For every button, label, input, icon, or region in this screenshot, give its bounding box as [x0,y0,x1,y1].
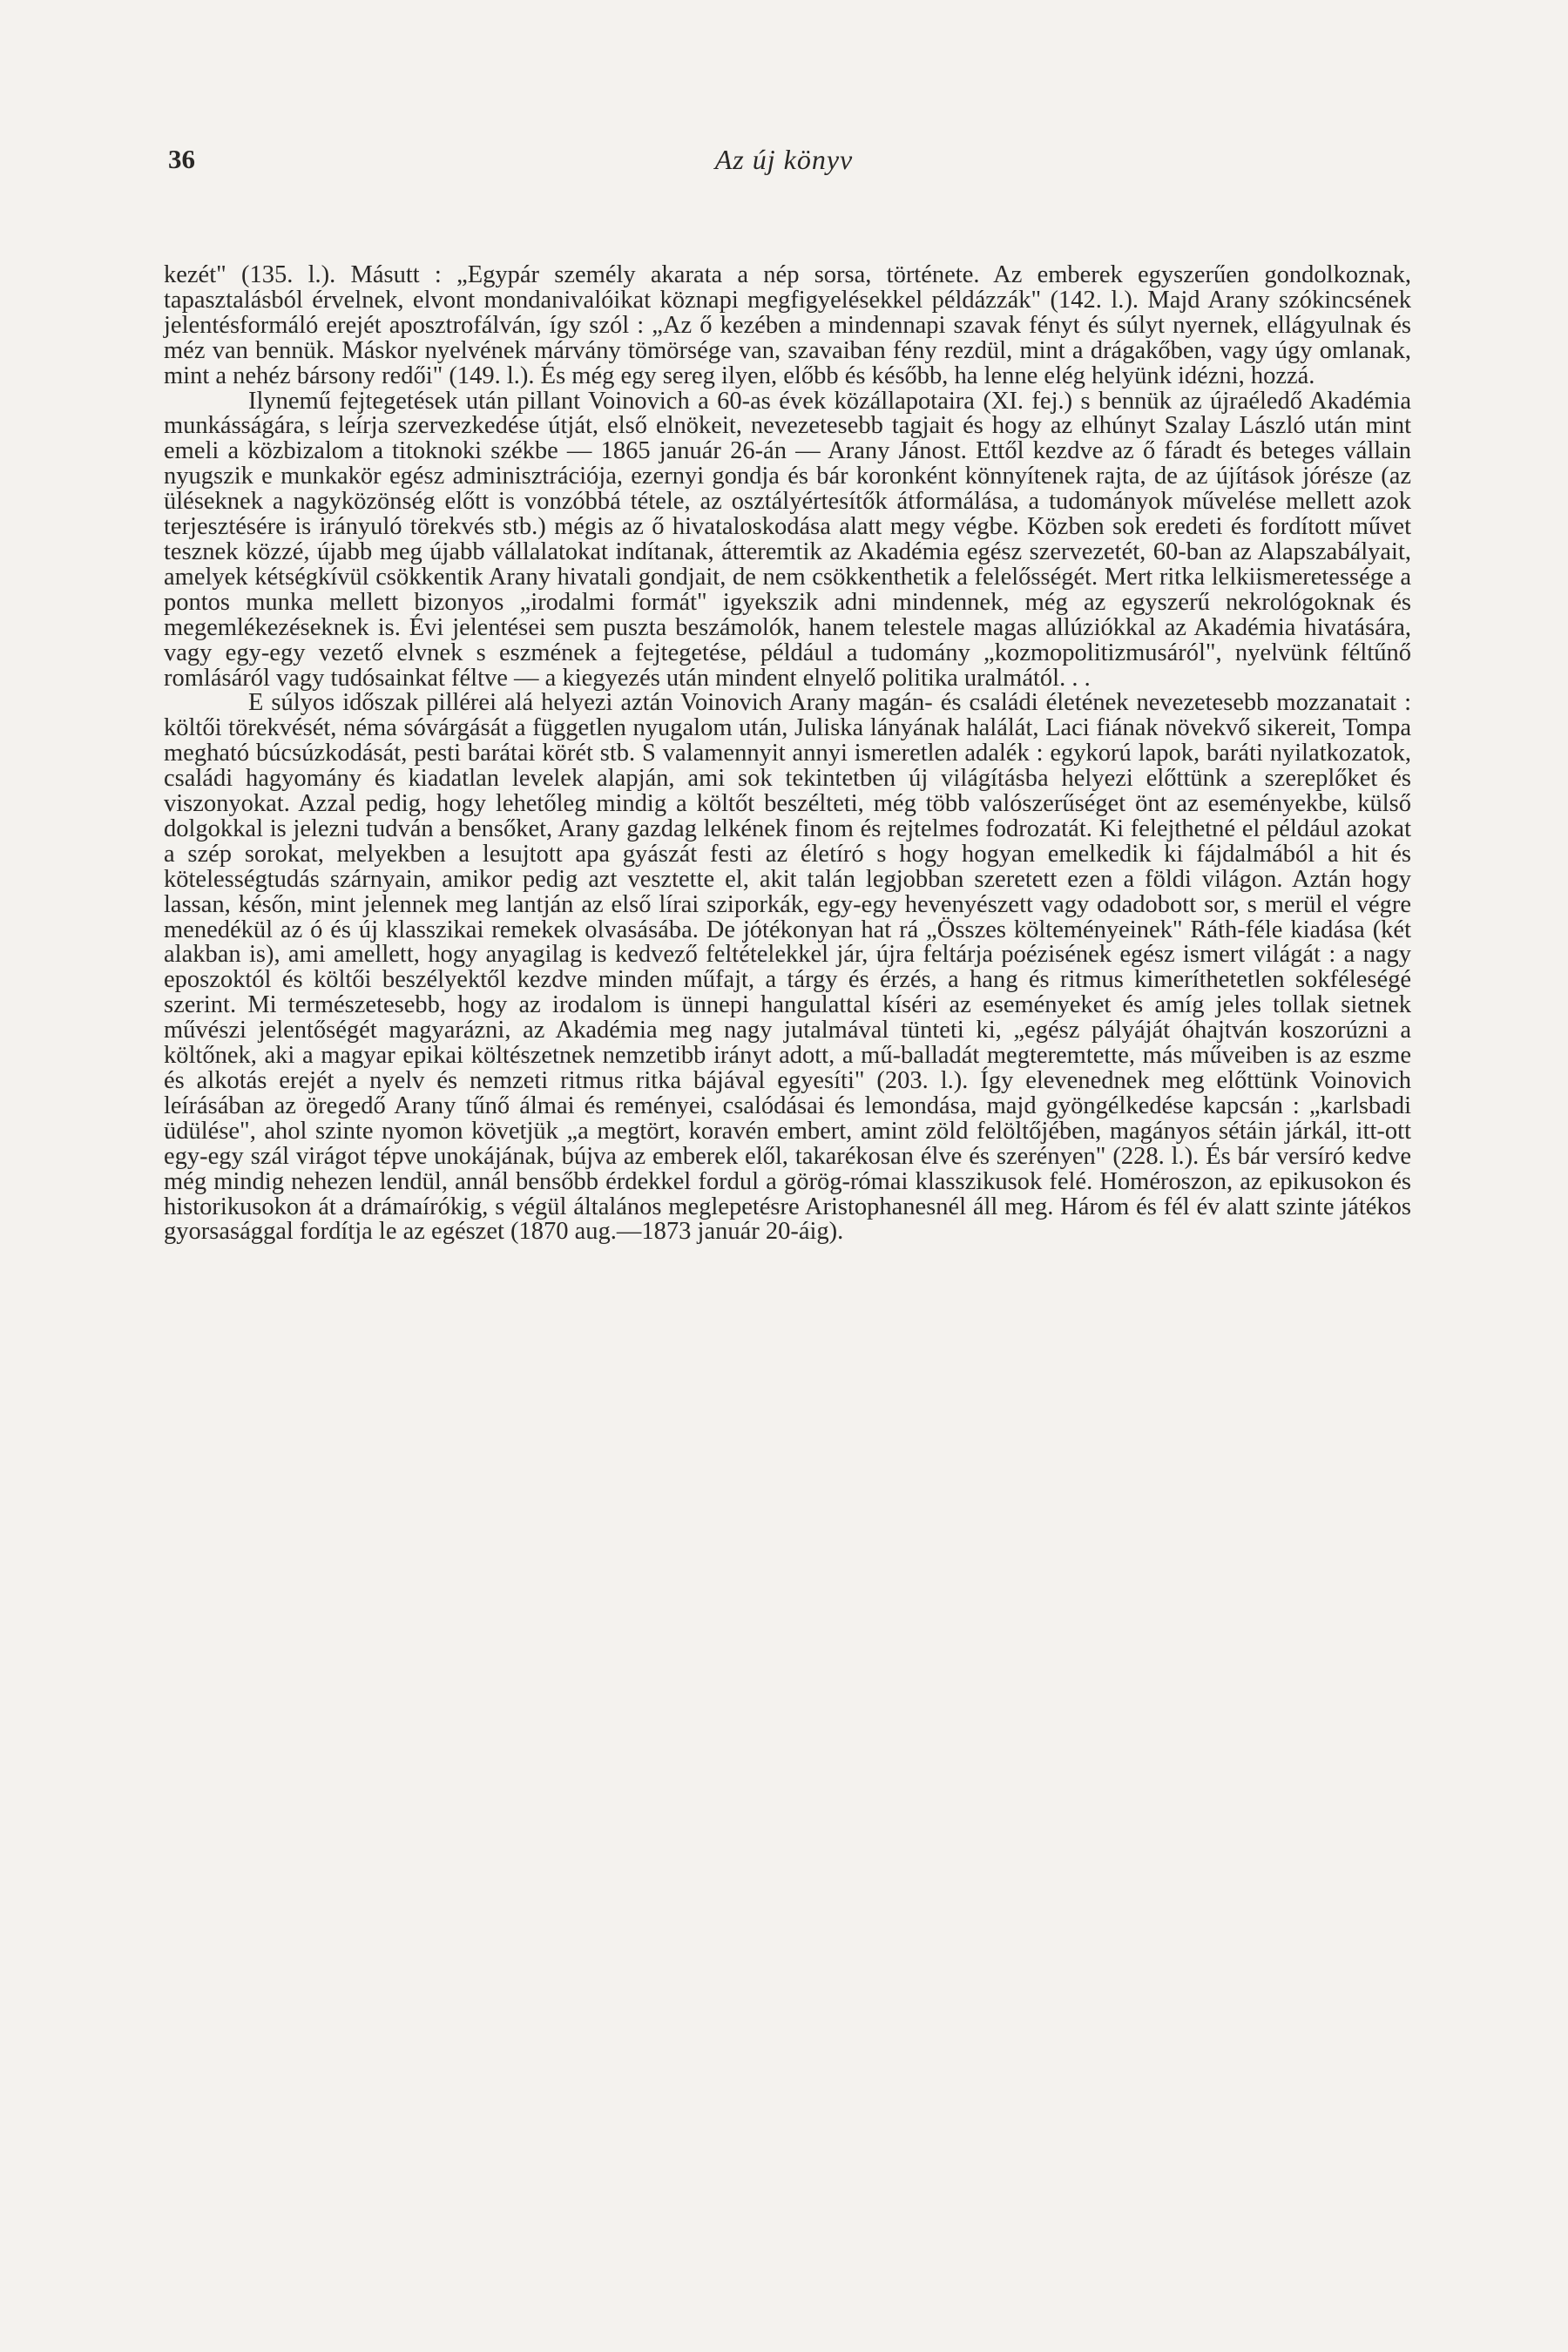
page-number: 36 [168,144,195,174]
paragraph-1: kezét" (135. l.). Másutt : „Egypár személy akarata a nép sorsa, története. Az emberek egyszerűen gondolkoznak, tapasztalásból érvelnek, elvont mondanivalóikat köznapi megfigyelésekkel példázzák" (142. l.). Majd Arany szókincsének jelentésformáló erejét aposztrofálván, így szól : „Az ő kezében a mindennapi szavak fényt és súlyt nyernek, ellágyulnak és méz van bennük. Máskor nyelvének márvány tömörsége van, szavaiban fény rezdül, mint a drágakőben, vagy úgy omlanak, mint a nehéz bársony redői" (149. l.). És még egy sereg ilyen, előbb és később, ha lenne elég helyünk idézni, hozzá. [164,261,1411,389]
page-header [0,144,1568,187]
paragraph-2: Ilynemű fejtegetések után pillant Voinovich a 60-as évek közállapotaira (XI. fej.) s bennük az újraéledő Akadémia munkásságára, s leírja szervezkedése útját, első elnökeit, nevezetesebb tagjait és hogy az elhúnyt Szalay László után mint emeli a közbizalom a titoknoki székbe — 1865 január 26-án — Arany Jánost. Ettől kezdve az ő fáradt és beteges vállain nyugszik e munkakör egész adminisztrációja, ezernyi gondja és bár koronként könnyítenek rajta, de az újítások jórésze (az üléseknek a nagyközönség előtt is vonzóbbá tétele, az osztályértesítők átformálása, a tudományok művelése mellett azok terjesztésére is irányuló törekvés stb.) mégis az ő hivataloskodása alatt megy végbe. Közben sok eredeti és fordított művet tesznek közzé, újabb meg újabb vállalatokat indítanak, átteremtik az Akadémia egész szervezetét, 60-ban az Alapszabályait, amelyek kétségkívül csökkentik Arany hivatali gondjait, de nem csökkenthetik a felelősségét. Mert ritka lelkiismeretessége a pontos munka mellett bizonyos „irodalmi formát" igyekszik adni mindennek, még az egyszerű nekrológoknak és megemlékezéseknek is. Évi jelentései sem puszta beszámolók, hanem telestele magas allúziókkal az Akadémia hivatására, vagy egy-egy vezető elvnek s eszmének a fejtegetése, például a tudomány „kozmopolitizmusáról", nyelvünk féltűnő romlásáról vagy tudósainkat féltve — a kiegyezés után mindent elnyelő politika uralmától. . . [164,387,1411,692]
body-text [164,263,1411,1245]
paragraph-3: E súlyos időszak pillérei alá helyezi aztán Voinovich Arany magán- és családi életének nevezetesebb mozzanatait : költői törekvését, néma sóvárgását a független nyugalom után, Juliska lányának halálát, Laci fiának növekvő sikereit, Tompa megható búcsúzkodását, pesti barátai körét stb. S valamennyit annyi ismeretlen adalék : egykorú lapok, baráti nyilatkozatok, családi hagyomány és kiadatlan levelek alapján, ami sok tekintetben új világításba helyezi előttünk a szereplőket és viszonyokat. Azzal pedig, hogy lehetőleg mindig a költőt beszélteti, még több valószerűséget önt az eseményekbe, külső dolgokkal is jelezni tudván a bensőket, Arany gazdag lelkének finom és rejtelmes fodrozatát. Ki felejthetné el például azokat a szép sorokat, melyekben a lesujtott apa gyászát festi az életíró s hogy hogyan emelkedik ki fájdalmából a hit és kötelességtudás szárnyain, amikor pedig azt vesztette el, akit talán legjobban szeretett ezen a földi világon. Aztán hogy lassan, későn, mint jelennek meg lantján az első lírai sziporkák, egy-egy hevenyészett vagy odadobott sor, s merül el végre menedékül az ó és új klasszikai remekek olvasásába. De jótékonyan hat rá „Összes költeményeinek" Ráth-féle kiadása (két alakban is), ami amellett, hogy anyagilag is kedvező feltételekkel jár, újra feltárja poézisének egész ismert világát : a nagy eposzoktól és költői beszélyektől kezdve minden műfajt, a tárgy és érzés, a hang és ritmus kimeríthetetlen sokféleségé szerint. Mi természetesebb, hogy az irodalom is ünnepi hangulattal kíséri az eseményeket és amíg jeles tollak sietnek művészi jelentőségét magyarázni, az Akadémia meg nagy jutalmával tünteti ki, „egész pályáját óhajtván koszorúzni a költőnek, aki a magyar epikai költészetnek nemzetibb irányt adott, a mű-balladát megteremtette, más műveiben is az eszme és alkotás erejét a nyelv és nemzeti ritmus ritka bájával egyesíti" (203. l.). Így elevenednek meg előttünk Voinovich leírásában az öregedő Arany tűnő álmai és reményei, csalódásai és lemondása, majd gyöngélkedése kapcsán : „karlsbadi üdülése", ahol szinte nyomon követjük „a megtört, koravén embert, amint zöld felöltőjében, magányos sétáin járkál, itt-ott egy-egy szál virágot tépve unokájának, bújva az emberek elől, takarékosan élve és szerényen" (228. l.). És bár versíró kedve még mindig nehezen lendül, annál bensőbb érdekkel fordul a görög-római klasszikusok felé. Homéroszon, az epikusokon és historikusokon át a drámaírókig, s végül általános meglepetésre Aristophanesnél áll meg. Három és fél év alatt szinte játékos gyorsasággal fordítja le az egészet (1870 aug.—1873 január 20-áig). [164,689,1411,1246]
running-title: Az új könyv [714,144,854,175]
